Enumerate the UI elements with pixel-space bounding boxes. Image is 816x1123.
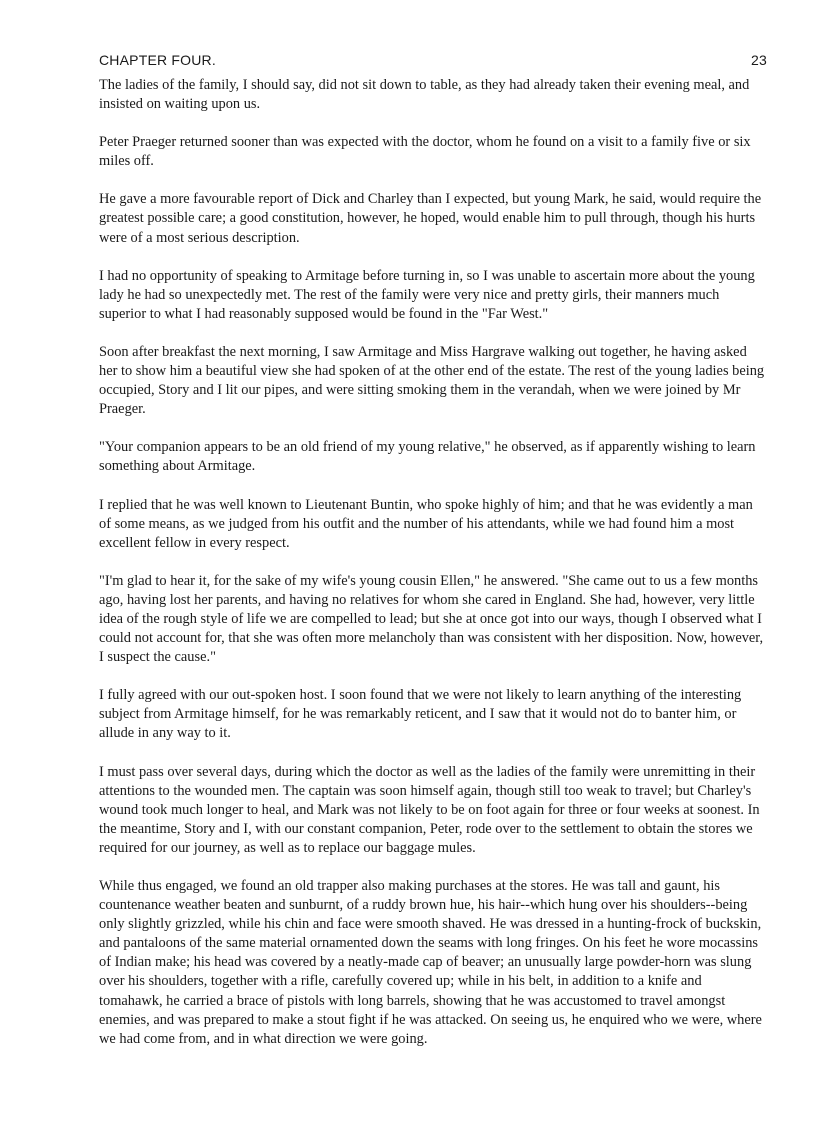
- paragraph: I fully agreed with our out-spoken host. I soon found that we were not likely to learn anything of the interesting subject from Armitage himself, for he was remarkably reticent, and I saw that it would not do to banter him, or allude in any way to it.: [99, 687, 742, 742]
- running-head: [99, 50, 767, 70]
- paragraph: Peter Praeger returned sooner than was expected with the doctor, whom he found on a visit to a family five or six miles off.: [99, 134, 751, 170]
- book-page: [99, 50, 767, 1049]
- chapter-title: CHAPTER FOUR.: [99, 52, 216, 68]
- paragraph: The ladies of the family, I should say, did not sit down to table, as they had already taken their evening meal, and insisted on waiting upon us.: [99, 77, 750, 113]
- page-body: [99, 76, 767, 1049]
- paragraph: While thus engaged, we found an old trapper also making purchases at the stores. He was tall and gaunt, his countenance weather beaten and sunburnt, of a ruddy brown hue, his hair--which hung over his shoulders--being only slightly grizzled, while his chin and face were smooth shaved. He was dressed in a hunting-frock of buckskin, and pantaloons of the same material ornamented down the seams with long fringes. On his feet he wore mocassins of Indian make; his head was covered by a neatly-made cap of beaver; an unusually large powder-horn was slung over his shoulders, together with a rifle, carefully covered up; while in his belt, in addition to a knife and tomahawk, he carried a brace of pistols with long barrels, showing that he was accustomed to travel amongst enemies, and was prepared to make a stout fight if he was attacked. On seeing us, he enquired who we were, where we had come from, and in what direction we were going.: [99, 878, 762, 1047]
- page-number: 23: [751, 52, 767, 68]
- paragraph: "I'm glad to hear it, for the sake of my wife's young cousin Ellen," he answered. "She came out to us a few months ago, having lost her parents, and having no relatives for whom she cared in England. She had, however, very little idea of the rough style of life we are compelled to lead; but she at once got into our ways, though I observed what I could not account for, that she was often more melancholy than was consistent with her disposition. Now, however, I suspect the cause.": [99, 572, 764, 666]
- paragraph: He gave a more favourable report of Dick and Charley than I expected, but young Mark, he said, would require the greatest possible care; a good constitution, however, he hoped, would enable him to pull through, though his hurts were of a most serious description.: [99, 191, 762, 246]
- paragraph: "Your companion appears to be an old friend of my young relative," he observed, as if apparently wishing to learn something about Armitage.: [99, 439, 756, 475]
- paragraph: Soon after breakfast the next morning, I saw Armitage and Miss Hargrave walking out together, he having asked her to show him a beautiful view she had spoken of at the other end of the estate. The rest of the young ladies being occupied, Story and I lit our pipes, and were sitting smoking them in the verandah, when we were joined by Mr Praeger.: [99, 343, 765, 418]
- paragraph: I had no opportunity of speaking to Armitage before turning in, so I was unable to ascertain more about the young lady he had so unexpectedly met. The rest of the family were very nice and pretty girls, their manners much superior to what I had reasonably supposed would be found in the "Far West.": [99, 267, 755, 322]
- paragraph: I replied that he was well known to Lieutenant Buntin, who spoke highly of him; and that he was evidently a man of some means, as we judged from his outfit and the number of his attendants, while we had found him a most excellent fellow in every respect.: [99, 496, 753, 551]
- paragraph: I must pass over several days, during which the doctor as well as the ladies of the family were unremitting in their attentions to the wounded men. The captain was soon himself again, though still too weak to travel; but Charley's wound took much longer to heal, and Mark was not likely to be on foot again for three or four weeks at soonest. In the meantime, Story and I, with our constant companion, Peter, rode over to the settlement to obtain the stores we required for our journey, as well as to replace our baggage mules.: [99, 763, 760, 856]
